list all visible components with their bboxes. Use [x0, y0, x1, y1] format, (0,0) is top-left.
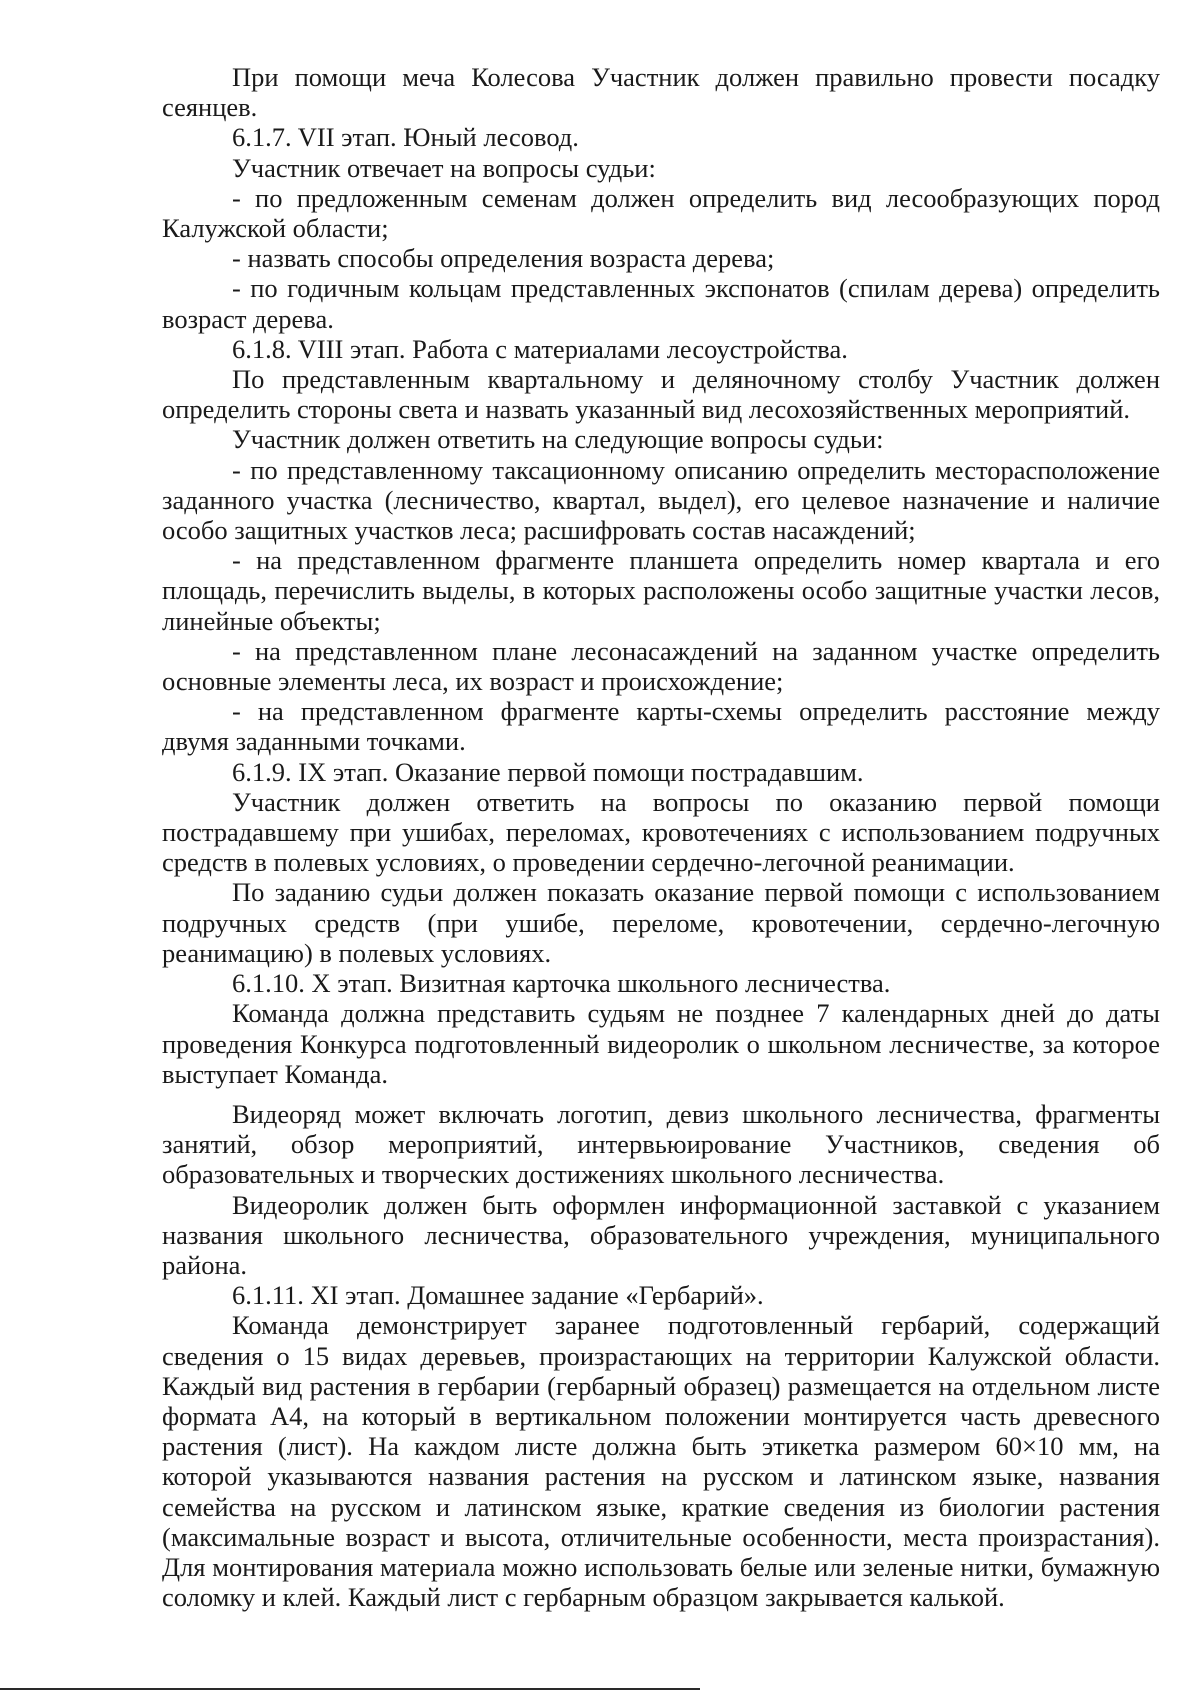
list-item-map-distance: - на представленном фрагменте карты-схемы определить расстояние между двумя заданными точками. — [162, 696, 1160, 757]
list-item-seeds: - по предложенным семенам должен определить вид лесообразующих пород Калужской области; — [162, 182, 1160, 244]
list-item-age-methods: - назвать способы определения возраста дерева; — [232, 243, 775, 274]
bottom-edge-line — [0, 1688, 700, 1690]
list-item-tablet-fragment: - на представленном фрагменте планшета определить номер квартала и его площадь, перечислить выделы, в которых расположены особо защитные участки лесов, линейные объекты; — [162, 545, 1160, 636]
heading-stage-7: 6.1.7. VII этап. Юный лесовод. — [232, 122, 579, 153]
heading-stage-10: 6.1.10. X этап. Визитная карточка школьного лесничества. — [232, 968, 891, 999]
paragraph-herbarium: Команда демонстрирует заранее подготовленный гербарий, содержащий сведения о 15 видах деревьев, произрастающих на территории Калужской области. Каждый вид растения в гербарии (гербарный образец) размещается на отдельном листе формата А4, на который в вертикальном положении монтируется часть древесного растения (лист). На каждом листе должна быть этикетка размером 60×10 мм, на которой указываются названия растения на русском и латинском языке, названия семейства на русском и латинском языке, краткие сведения из биологии растения (максимальные возраст и высота, отличительные особенности, места произрастания). Для монтирования материала можно использовать белые или зеленые нитки, бумажную соломку и клей. Каждый лист с гербарным образцом закрывается калькой. — [162, 1310, 1160, 1613]
heading-stage-11: 6.1.11. XI этап. Домашнее задание «Гербарий». — [232, 1280, 764, 1311]
paragraph-stage-8-intro: Участник должен ответить на следующие вопросы судьи: — [232, 424, 884, 455]
paragraph-first-aid-demo: По заданию судьи должен показать оказание первой помощи с использованием подручных средств (при ушибе, переломе, кровотечении, сердечно-легочную реанимацию) в полевых условиях. — [162, 877, 1160, 968]
paragraph-planting-sword: При помощи меча Колесова Участник должен правильно провести посадку сеянцев. — [162, 62, 1160, 123]
heading-stage-9: 6.1.9. IX этап. Оказание первой помощи пострадавшим. — [232, 756, 864, 787]
paragraph-video-submission: Команда должна представить судьям не позднее 7 календарных дней до даты проведения Конкурса подготовленный видеоролик о школьном лесничестве, за которое выступает Команда. — [162, 998, 1160, 1089]
paragraph-video-content: Видеоряд может включать логотип, девиз школьного лесничества, фрагменты занятий, обзор мероприятий, интервьюирование Участников, сведения об образовательных и творческих достижениях школьного лесничества. — [162, 1098, 1160, 1190]
list-item-taxation: - по представленному таксационному описанию определить месторасположение заданного участка (лесничество, квартал, выдел), его целевое назначение и наличие особо защитных участков леса; расшифровать состав насаждений; — [162, 454, 1160, 546]
paragraph-quarter-post: По представленным квартальному и деляночному столбу Участник должен определить стороны света и назвать указанный вид лесохозяйственных мероприятий. — [162, 364, 1160, 425]
document-body — [162, 62, 1160, 1612]
paragraph-video-intro-screen: Видеоролик должен быть оформлен информационной заставкой с указанием названия школьного лесничества, образовательного учреждения, муниципального района. — [162, 1189, 1160, 1280]
paragraph-stage-7-intro: Участник отвечает на вопросы судьи: — [232, 152, 656, 183]
list-item-tree-rings: - по годичным кольцам представленных экспонатов (спилам дерева) определить возраст дерева. — [162, 273, 1160, 334]
heading-stage-8: 6.1.8. VIII этап. Работа с материалами лесоустройства. — [232, 333, 848, 364]
list-item-plantation-plan: - на представленном плане лесонасаждений на заданном участке определить основные элементы леса, их возраст и происхождение; — [162, 635, 1160, 697]
paragraph-first-aid-questions: Участник должен ответить на вопросы по оказанию первой помощи пострадавшему при ушибах, переломах, кровотечениях с использованием подручных средств в полевых условиях, о проведении сердечно-легочной реанимации. — [162, 786, 1160, 878]
